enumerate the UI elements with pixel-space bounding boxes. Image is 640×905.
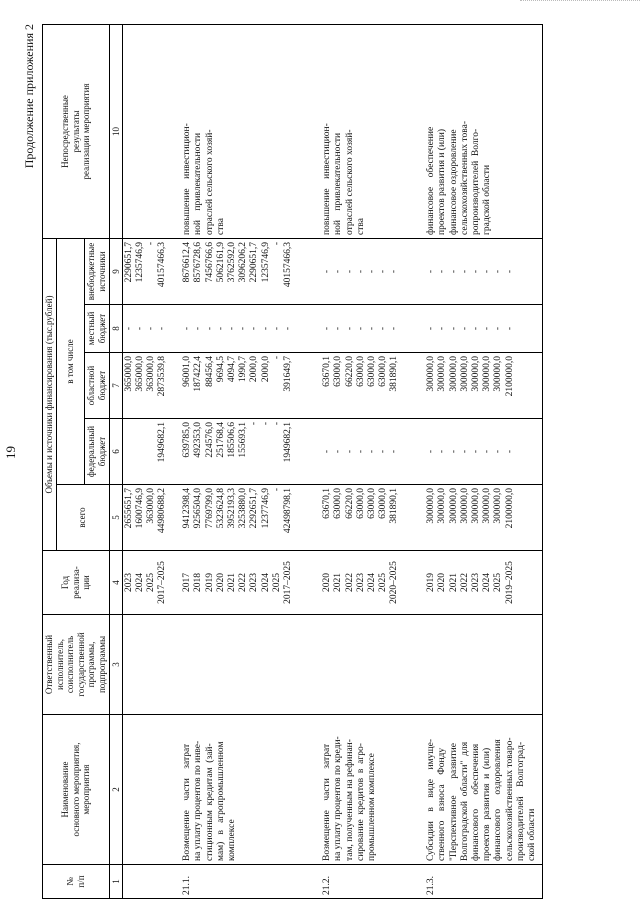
funding-table [42, 24, 543, 899]
row-result: повышение инвестицион- ной привлекательности отраслей сельского хозяй- ства [174, 24, 314, 238]
column-number-row [109, 24, 122, 898]
table-row [314, 24, 418, 898]
column-number: 7 [109, 353, 122, 419]
column-number: 1 [109, 865, 122, 899]
row-number [122, 865, 174, 899]
row-local: - - - - - - - - [418, 305, 542, 353]
row-number: 21.1. [174, 865, 314, 899]
row-regional: 63670,1 63000,0 66220,0 63000,0 63000,0 63000,0 381890,1 [314, 353, 418, 419]
row-name: Субсидии в виде имуще- ственного взноса Фонду "Перспективное развитие Волгоградской области" для финансового обеспечения проектов развития и (или) финансового оздоровления сельскохозяйственных товаро- производителей Волгоград- ской области [418, 715, 542, 865]
row-executor [314, 615, 418, 715]
row-years: 2019 2020 2021 2022 2023 2024 2025 2019–2025 [418, 551, 542, 615]
row-name: Возмещение части затрат на уплату процентов по креди- там, полученным на рефинан- сирование кредитов в агро- промышленном комплексе [314, 715, 418, 865]
row-total: 300000,0 300000,0 300000,0 300000,0 300000,0 300000,0 300000,0 2100000,0 [418, 485, 542, 551]
header-year: Год реализа- ции [43, 551, 110, 615]
row-extrabudget: - - - - - - - - [418, 238, 542, 304]
row-local: - - - - [122, 305, 174, 353]
row-total: 63670,1 63000,0 66220,0 63000,0 63000,0 63000,0 381890,1 [314, 485, 418, 551]
header-results: Непосредственные результаты реализации мероприятия [43, 24, 110, 238]
header-total: всего [56, 485, 109, 551]
row-regional: 96001,0 187422,4 88456,4 9694,5 4094,7 1990,7 2000,0 2000,0 - 391649,7 [174, 353, 314, 419]
header-local: местный бюджет [85, 305, 109, 353]
row-extrabudget: 2290651,7 1235746,9 - 40157466,3 [122, 238, 174, 304]
row-federal: - - - - - - - [314, 419, 418, 485]
row-years: 2023 2024 2025 2017–2025 [122, 551, 174, 615]
row-local: - - - - - - - [314, 305, 418, 353]
table-row [122, 24, 174, 898]
table-row [418, 24, 542, 898]
row-regional: 365000,0 365000,0 363000,0 2873539,8 [122, 353, 174, 419]
row-federal: - - - - - - - - [418, 419, 542, 485]
page-number: 19 [3, 446, 18, 459]
row-number: 21.3. [418, 865, 542, 899]
column-number: 3 [109, 615, 122, 715]
table-row [174, 24, 314, 898]
row-name: Возмещение части затрат на уплату процентов по инве- стиционным кредитам (зай- мам) в агропромышленном комплексе [174, 715, 314, 865]
header-funding: Объемы и источники финансирования (тыс.рублей) [43, 238, 57, 550]
row-years: 2017 2018 2019 2020 2021 2022 2023 2024 2025 2017–2025 [174, 551, 314, 615]
row-name [122, 715, 174, 865]
row-total: 2655651,7 1600746,9 363000,0 44980688,2 [122, 485, 174, 551]
row-executor [418, 615, 542, 715]
header-including: в том числе [56, 238, 85, 484]
column-number: 2 [109, 715, 122, 865]
header-extrabudget: внебюджетные источники [85, 238, 109, 304]
continuation-note: Продолжение приложения 2 [22, 24, 36, 169]
row-total: 9412398,4 9256504,0 7769799,0 5323624,8 3952193,3 3253880,0 2292651,7 1237746,9 - 42498798,1 [174, 485, 314, 551]
column-number: 8 [109, 305, 122, 353]
column-number: 10 [109, 24, 122, 238]
row-executor [174, 615, 314, 715]
row-federal: 1949682,1 [122, 419, 174, 485]
header-executor: Ответственный исполнитель, соисполнитель государственной программы, подпрограммы [43, 615, 110, 715]
column-number: 9 [109, 238, 122, 304]
row-executor [122, 615, 174, 715]
row-federal: 639785,0 492353,0 224576,0 251768,4 185506,6 155693,1 - - - 1949682,1 [174, 419, 314, 485]
header-regional: областной бюджет [85, 353, 109, 419]
column-number: 6 [109, 419, 122, 485]
header-federal: федеральный бюджет [85, 419, 109, 485]
header-row-1 [43, 24, 57, 898]
header-num: № п/п [43, 865, 110, 899]
row-result [122, 24, 174, 238]
header-name: Наименование основного мероприятия, мероприятия [43, 715, 110, 865]
row-local: - - - - - - - - - - [174, 305, 314, 353]
column-number: 4 [109, 551, 122, 615]
row-number: 21.2. [314, 865, 418, 899]
row-result: повышение инвестицион- ной привлекательности отраслей сельского хозяй- ства [314, 24, 418, 238]
row-extrabudget: 8676612,4 8576728,6 7456766,6 5062161,9 3762592,0 3096206,2 2290651,7 1235746,9 - 40157466,3 [174, 238, 314, 304]
row-result: финансовое обеспечение проектов развития и (или) финансовое оздоровление сельскохозяйственных това- ропроизводителей Волго- градской области [418, 24, 542, 238]
row-years: 2020 2021 2022 2023 2024 2025 2020–2025 [314, 551, 418, 615]
row-extrabudget: - - - - - - - [314, 238, 418, 304]
row-regional: 300000,0 300000,0 300000,0 300000,0 300000,0 300000,0 300000,0 2100000,0 [418, 353, 542, 419]
column-number: 5 [109, 485, 122, 551]
